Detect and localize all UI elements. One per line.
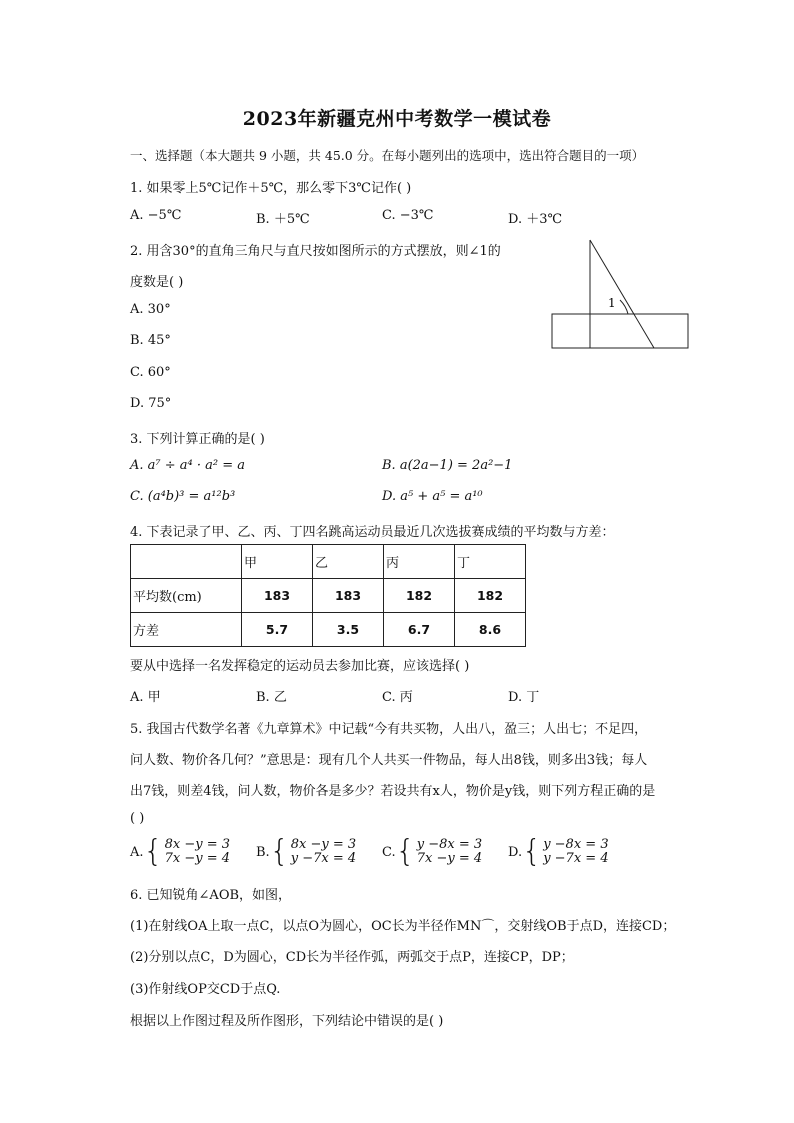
q4-option-b[interactable]: B. 乙 bbox=[256, 690, 287, 705]
q2-option-a[interactable]: A. 30° bbox=[130, 302, 171, 317]
q5-line2: 问人数、物价各几何？”意思是：现有几个人共买一件物品，每人出8钱，则多出3钱；每人 bbox=[130, 753, 648, 768]
option-label: B. bbox=[256, 844, 270, 860]
table-cell: 183 bbox=[242, 579, 313, 613]
q6-line1: 6. 已知锐角∠AOB，如图， bbox=[130, 888, 292, 903]
brace-icon: { bbox=[522, 834, 542, 869]
q5-line4: ( ) bbox=[130, 811, 145, 826]
section-heading: 一、选择题（本大题共 9 小题，共 45.0 分。在每小题列出的选项中，选出符合题目的一项） bbox=[130, 148, 645, 163]
table-row bbox=[131, 579, 526, 613]
equation: 8x −y = 3 bbox=[164, 837, 231, 852]
q1-option-a[interactable]: A. −5℃ bbox=[130, 208, 182, 223]
q2-option-c[interactable]: C. 60° bbox=[130, 365, 171, 380]
table-header-cell: 乙 bbox=[313, 545, 384, 579]
ruler-rect bbox=[552, 314, 688, 348]
page-title: 2023年新疆克州中考数学一模试卷 bbox=[242, 108, 552, 130]
table-cell: 6.7 bbox=[384, 613, 455, 647]
q2-option-b[interactable]: B. 45° bbox=[130, 333, 171, 348]
q5-line1: 5. 我国古代数学名著《九章算术》中记载“今有共买物，人出八，盈三；人出七；不足四， bbox=[130, 722, 648, 737]
table-cell: 182 bbox=[455, 579, 526, 613]
triangle-hypotenuse bbox=[590, 240, 654, 348]
q5-line3: 出7钱，则差4钱，问人数，物价各是多少？若设共有x人，物价是y钱，则下列方程正确的是 bbox=[130, 784, 656, 799]
option-label: C. bbox=[382, 844, 396, 860]
q5-option-d[interactable] bbox=[508, 834, 609, 869]
q1-option-d[interactable]: D. ＋3℃ bbox=[508, 212, 563, 227]
q6-line2: (1)在射线OA上取一点C，以点O为圆心，OC长为半径作MN⌒，交射线OB于点D，连接CD； bbox=[130, 919, 676, 934]
table-header-cell: 甲 bbox=[242, 545, 313, 579]
triangle-ruler-figure bbox=[548, 238, 698, 354]
q2-option-d[interactable]: D. 75° bbox=[130, 396, 172, 411]
q4-option-a[interactable]: A. 甲 bbox=[130, 690, 161, 705]
q5-option-a[interactable] bbox=[130, 834, 231, 869]
q2-stem-line2: 度数是( ) bbox=[130, 275, 184, 290]
q3-option-a[interactable]: A. a⁷ ÷ a⁴ · a² = a bbox=[130, 458, 246, 473]
q4-option-d[interactable]: D. 丁 bbox=[508, 690, 540, 705]
q6-line5: 根据以上作图过程及所作图形，下列结论中错误的是( ) bbox=[130, 1014, 444, 1029]
table-row-label: 方差 bbox=[131, 613, 242, 647]
equation: y −7x = 4 bbox=[290, 851, 357, 866]
table-cell: 183 bbox=[313, 579, 384, 613]
equation: y −7x = 4 bbox=[543, 851, 609, 866]
table-cell: 5.7 bbox=[242, 613, 313, 647]
score-table bbox=[130, 544, 526, 647]
table-row-label: 平均数(cm) bbox=[131, 579, 242, 613]
q3-option-c[interactable]: C. (a⁴b)³ = a¹²b³ bbox=[130, 489, 236, 504]
table-row bbox=[131, 613, 526, 647]
table-header-row bbox=[131, 545, 526, 579]
table-header-cell bbox=[131, 545, 242, 579]
q1-stem: 1. 如果零上5℃记作＋5℃，那么零下3℃记作( ) bbox=[130, 181, 412, 196]
brace-icon: { bbox=[269, 834, 289, 869]
q3-option-b[interactable]: B. a(2a−1) = 2a²−1 bbox=[382, 458, 513, 473]
q6-line3: (2)分别以点C，D为圆心，CD长为半径作弧，两弧交于点P，连接CP，DP； bbox=[130, 950, 574, 965]
equation: 7x −y = 4 bbox=[164, 851, 231, 866]
table-header-cell: 丙 bbox=[384, 545, 455, 579]
brace-icon: { bbox=[395, 834, 415, 869]
table-header-cell: 丁 bbox=[455, 545, 526, 579]
q1-option-b[interactable]: B. ＋5℃ bbox=[256, 212, 310, 227]
equation: 7x −y = 4 bbox=[416, 851, 483, 866]
option-label: D. bbox=[508, 844, 523, 860]
q3-stem: 3. 下列计算正确的是( ) bbox=[130, 432, 265, 447]
equation: 8x −y = 3 bbox=[290, 837, 357, 852]
brace-icon: { bbox=[143, 834, 163, 869]
q4-question: 要从中选择一名发挥稳定的运动员去参加比赛，应该选择( ) bbox=[130, 659, 470, 674]
table-cell: 3.5 bbox=[313, 613, 384, 647]
option-label: A. bbox=[130, 844, 144, 860]
q2-stem-line1: 2. 用含30°的直角三角尺与直尺按如图所示的方式摆放，则∠1的 bbox=[130, 244, 501, 259]
angle-label: 1 bbox=[608, 296, 616, 310]
q5-option-b[interactable] bbox=[256, 834, 357, 869]
q4-option-c[interactable]: C. 丙 bbox=[382, 690, 413, 705]
q5-option-c[interactable] bbox=[382, 834, 483, 869]
table-cell: 182 bbox=[384, 579, 455, 613]
q4-stem: 4. 下表记录了甲、乙、丙、丁四名跳高运动员最近几次选拔赛成绩的平均数与方差： bbox=[130, 525, 615, 540]
q6-line4: (3)作射线OP交CD于点Q. bbox=[130, 982, 281, 997]
table-cell: 8.6 bbox=[455, 613, 526, 647]
q3-option-d[interactable]: D. a⁵ + a⁵ = a¹⁰ bbox=[382, 489, 483, 504]
q1-option-c[interactable]: C. −3℃ bbox=[382, 208, 434, 223]
equation: y −8x = 3 bbox=[416, 837, 483, 852]
equation: y −8x = 3 bbox=[543, 837, 609, 852]
